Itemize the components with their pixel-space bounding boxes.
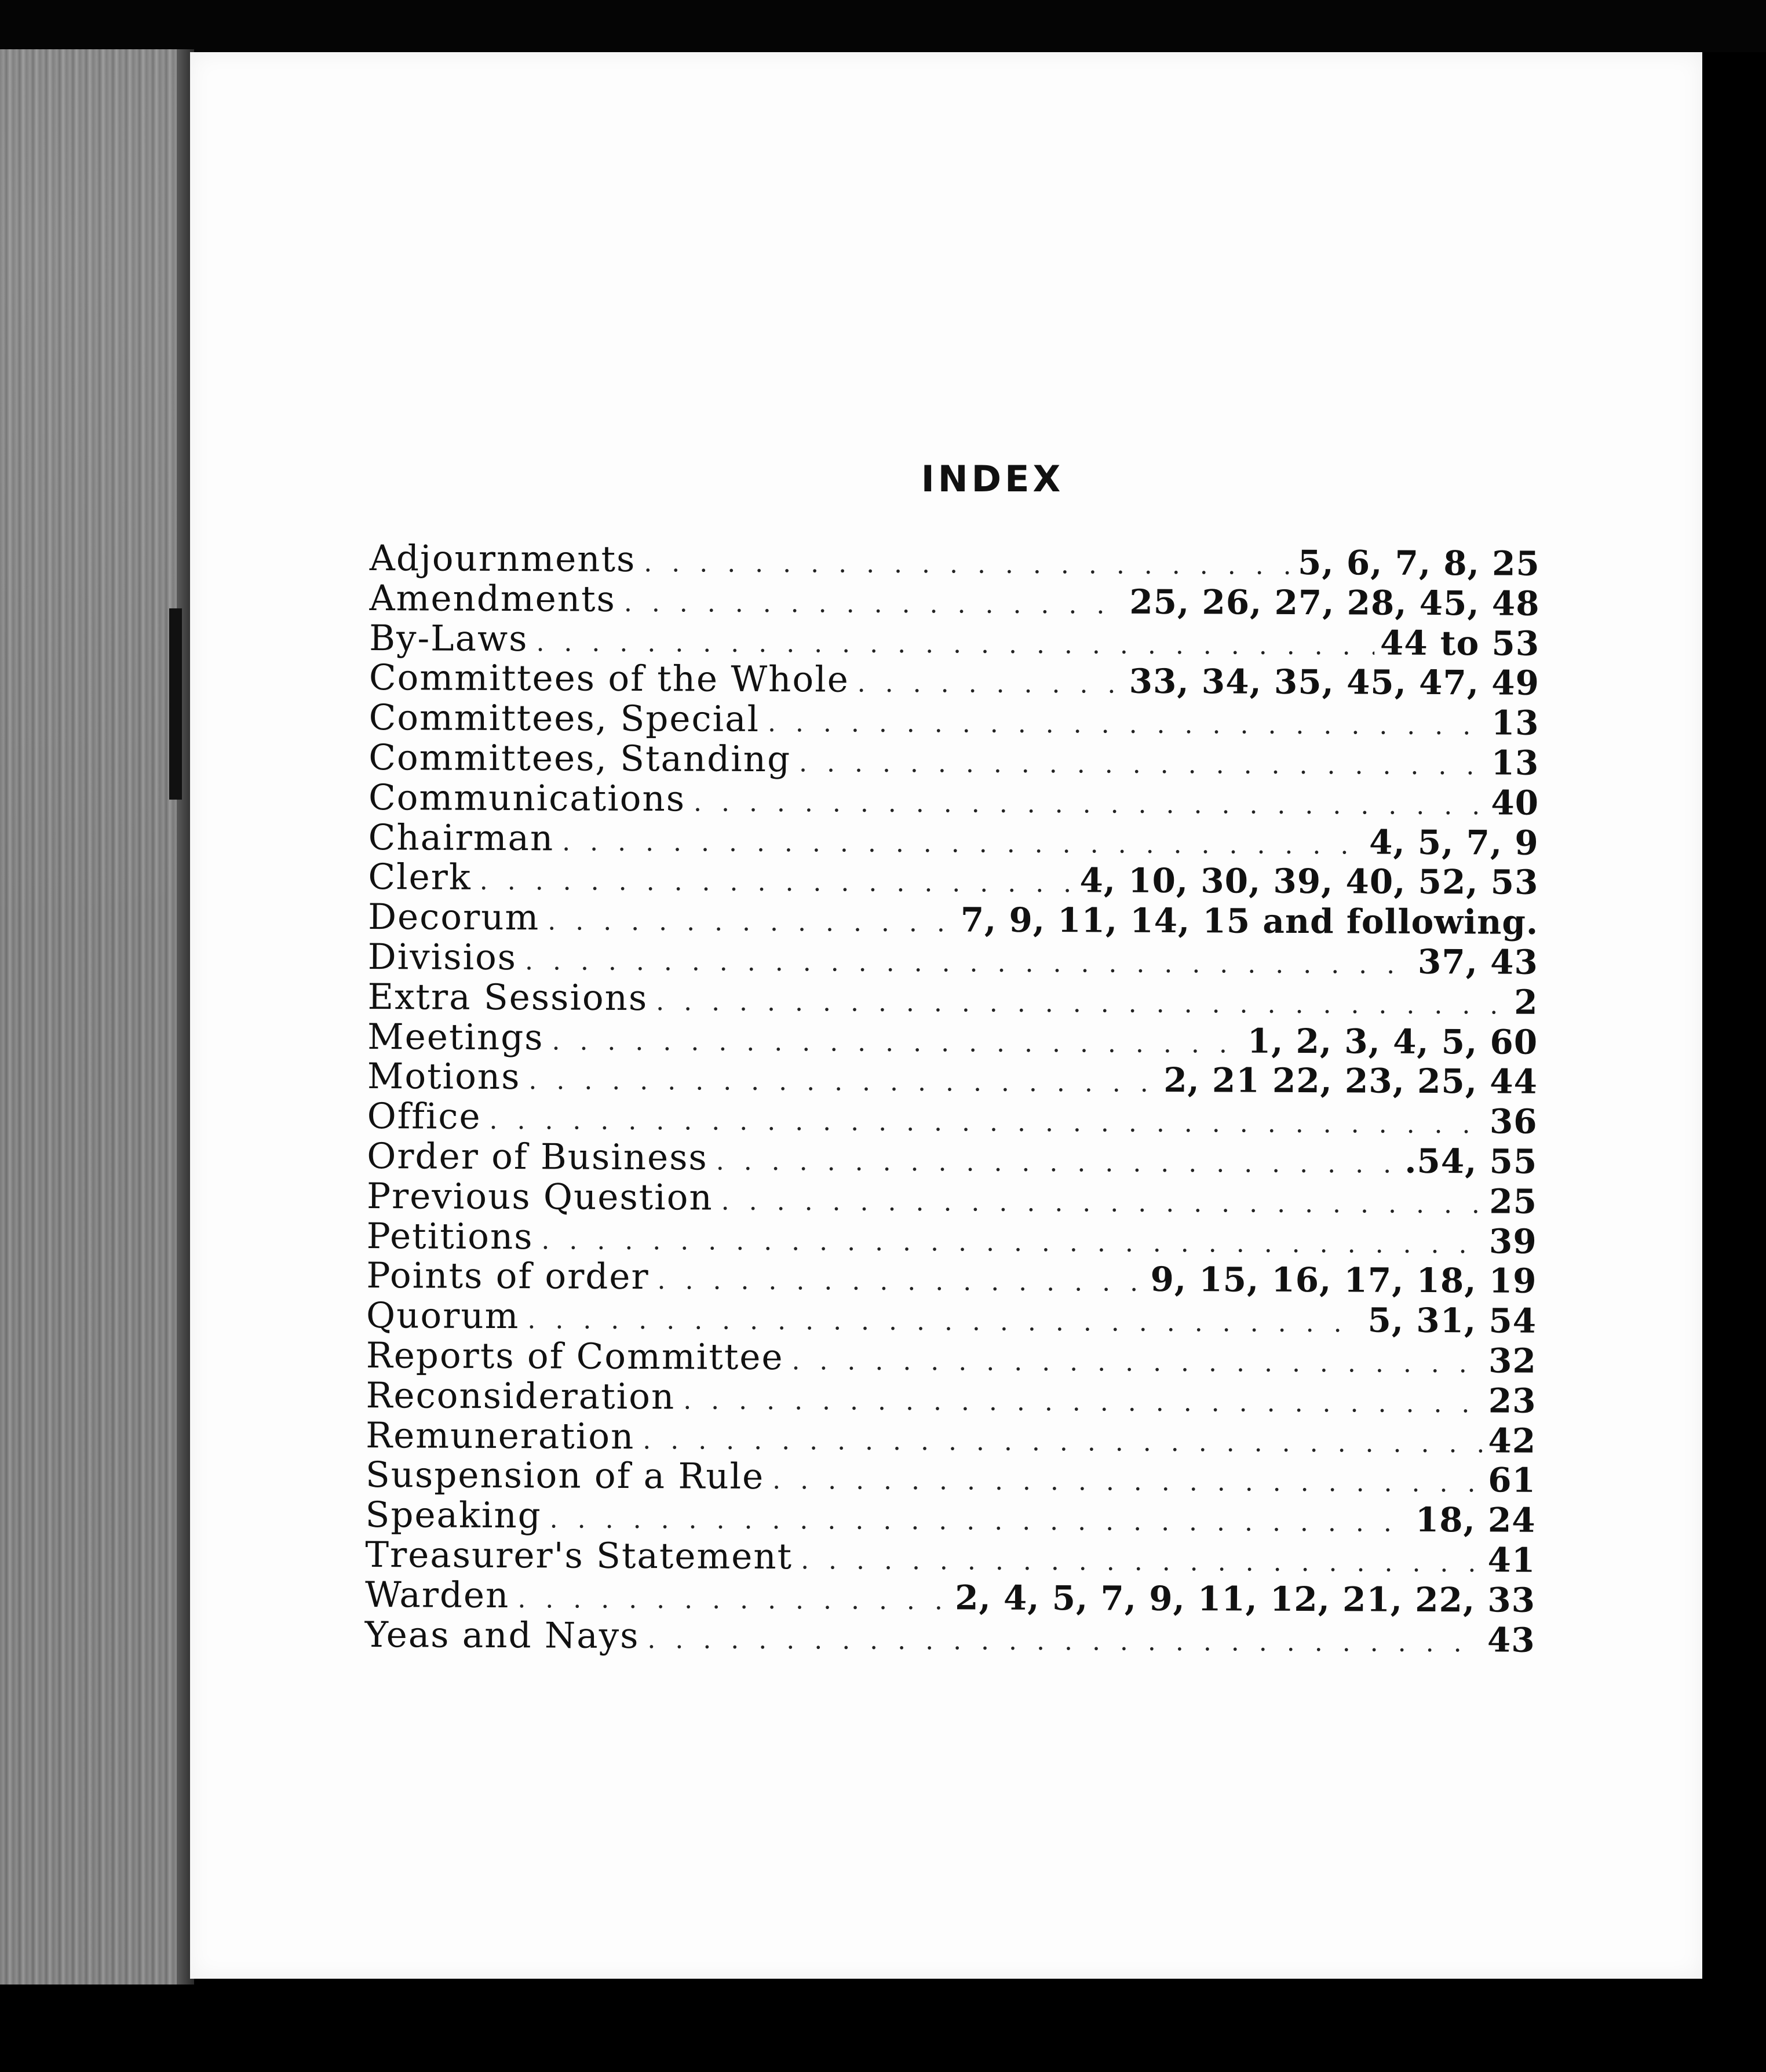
dot-leader: [791, 1341, 1483, 1384]
page-references: 5, 6, 7, 8, 25: [1298, 542, 1540, 583]
dot-leader: [721, 1181, 1484, 1225]
index-term: Extra Sessions: [367, 976, 648, 1019]
index-term: Committees, Special: [368, 697, 760, 740]
index-term: Remuneration: [366, 1414, 635, 1457]
page-references: 44 to 53: [1380, 623, 1540, 663]
index-entry: [368, 818, 1539, 863]
dot-leader: [656, 982, 1508, 1026]
index-entry: [368, 898, 1538, 943]
page-references: 36: [1489, 1101, 1538, 1141]
page-references: 13: [1491, 703, 1539, 743]
index-term: Reconsideration: [366, 1374, 676, 1418]
dot-leader: [562, 822, 1363, 866]
index-term: Decorum: [367, 896, 540, 939]
index-term: Committees of the Whole: [368, 657, 849, 701]
dot-leader: [624, 583, 1124, 626]
index-term: Speaking: [365, 1494, 542, 1537]
page-references: 41: [1487, 1540, 1536, 1580]
dot-leader: [541, 1221, 1483, 1265]
page-references: 43: [1487, 1619, 1535, 1660]
dot-leader: [548, 902, 955, 944]
page-references: 7, 9, 11, 14, 15 and following.: [960, 900, 1539, 942]
page-references: 2, 21 22, 23, 25, 44: [1163, 1060, 1538, 1102]
page-references: 13: [1491, 743, 1539, 783]
index-term: Previous Question: [366, 1175, 713, 1219]
page-references: 39: [1488, 1221, 1537, 1261]
page-references: 2, 4, 5, 7, 9, 11, 12, 21, 22, 33: [955, 1578, 1536, 1620]
page-references: 33, 34, 35, 45, 47, 49: [1129, 662, 1540, 703]
index-term: Treasurer's Statement: [365, 1534, 793, 1578]
dot-leader: [768, 703, 1486, 746]
index-entry: [368, 858, 1538, 903]
page-references: 2: [1514, 982, 1538, 1022]
dot-leader: [694, 783, 1486, 826]
dot-leader: [528, 1061, 1158, 1104]
binding-shadow: [169, 608, 182, 800]
page-references: 32: [1488, 1341, 1537, 1381]
index-term: Office: [367, 1096, 481, 1138]
page-references: 40: [1491, 783, 1539, 823]
index-entry: [369, 658, 1539, 703]
index-term: Committees, Standing: [368, 736, 791, 780]
page-references: 25: [1489, 1181, 1538, 1221]
index-entry: [370, 539, 1540, 584]
index-term: Order of Business: [367, 1135, 708, 1179]
page-references: 9, 15, 16, 17, 18, 19: [1150, 1260, 1537, 1301]
dot-leader: [799, 743, 1486, 786]
page-references: 42: [1488, 1420, 1537, 1461]
index-term: Reports of Committee: [366, 1334, 784, 1378]
index-list: [365, 539, 1540, 1660]
page-references: 4, 10, 30, 39, 40, 52, 53: [1079, 860, 1539, 903]
index-term: Adjournments: [369, 538, 636, 581]
dot-leader: [644, 543, 1292, 586]
index-term: Suspension of a Rule: [365, 1454, 765, 1498]
page-references: 1, 2, 3, 4, 5, 60: [1247, 1021, 1538, 1062]
index-entry: [367, 1017, 1538, 1063]
dot-leader: [801, 1541, 1482, 1584]
page-references: .54, 55: [1404, 1141, 1538, 1181]
dot-leader: [525, 942, 1412, 985]
index-term: Points of order: [366, 1255, 650, 1298]
index-entry: [366, 1256, 1537, 1301]
index-term: Warden: [364, 1574, 510, 1616]
index-term: Yeas and Nays: [364, 1614, 640, 1657]
dot-leader: [552, 1022, 1242, 1064]
index-entry: [365, 1615, 1535, 1660]
index-entry: [368, 698, 1539, 743]
index-term: Chairman: [368, 816, 554, 859]
index-term: By-Laws: [369, 617, 528, 659]
index-term: Meetings: [367, 1016, 544, 1058]
index-term: Petitions: [366, 1215, 534, 1257]
dot-leader: [657, 1261, 1144, 1303]
dot-leader: [683, 1381, 1483, 1424]
dot-leader: [772, 1461, 1482, 1504]
index-entry: [365, 1575, 1535, 1621]
dot-leader: [480, 862, 1074, 904]
page-references: 5, 31, 54: [1367, 1300, 1537, 1341]
index-entry: [369, 579, 1539, 624]
index-entry: [367, 1057, 1538, 1102]
scanner-frame: [0, 0, 1766, 52]
page-references: 4, 5, 7, 9: [1369, 822, 1539, 863]
index-entry: [368, 937, 1538, 983]
page-references: 61: [1488, 1460, 1537, 1501]
page-references: 37, 43: [1417, 942, 1538, 982]
dot-leader: [858, 664, 1123, 705]
index-term: Divisios: [367, 936, 517, 979]
index-term: Clerk: [368, 856, 472, 899]
page-binding-edge: [0, 49, 194, 1985]
page-references: 18, 24: [1415, 1500, 1536, 1540]
page-references: 23: [1488, 1381, 1537, 1421]
dot-leader: [647, 1620, 1482, 1664]
index-entry: [367, 1097, 1537, 1142]
page-references: 25, 26, 27, 28, 45, 48: [1129, 582, 1540, 623]
dot-leader: [716, 1142, 1399, 1185]
page-title: INDEX: [921, 458, 1064, 500]
index-term: Communications: [368, 776, 686, 820]
index-term: Amendments: [369, 577, 616, 620]
index-entry: [369, 619, 1539, 664]
document-page: [190, 52, 1702, 1979]
index-entry: [366, 1296, 1537, 1341]
index-term: Quorum: [366, 1295, 520, 1337]
index-term: Motions: [367, 1056, 521, 1098]
